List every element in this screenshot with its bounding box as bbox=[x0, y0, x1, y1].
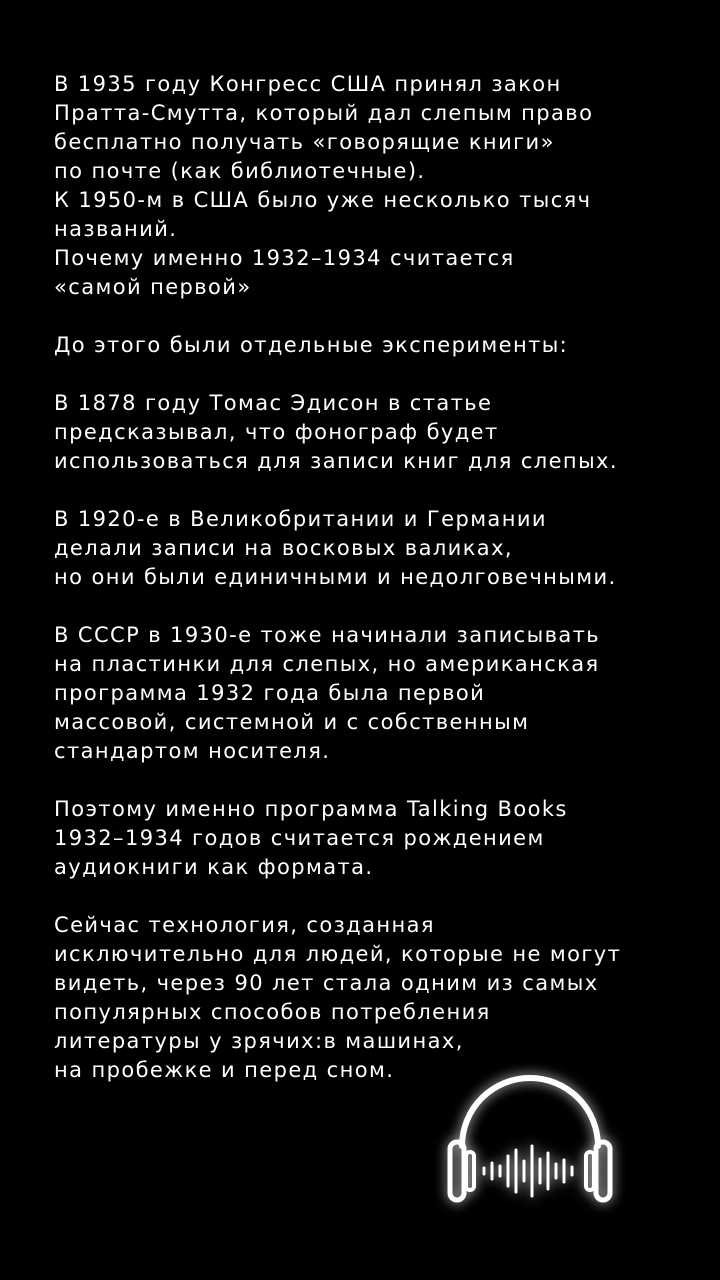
text-line: видеть, через 90 лет стала одним из самых bbox=[54, 971, 599, 995]
headphones-soundwave-icon-graphic bbox=[440, 1064, 620, 1214]
text-line: популярных способов потребления bbox=[54, 1000, 491, 1024]
text-line: предсказывал, что фонограф будет bbox=[54, 420, 499, 444]
text-line: аудиокниги как формата. bbox=[54, 855, 374, 879]
text-line: Сейчас технология, созданная bbox=[54, 913, 435, 937]
text-line: До этого были отдельные эксперименты: bbox=[54, 333, 569, 357]
text-line: стандартом носителя. bbox=[54, 739, 331, 763]
text-line: по почте (как библиотечные). bbox=[54, 159, 426, 183]
headphones-soundwave-icon bbox=[440, 1064, 620, 1214]
text-line: использоваться для записи книг для слепых. bbox=[54, 449, 618, 473]
text-line: В 1935 году Конгресс США принял закон bbox=[54, 72, 562, 96]
text-line: Пратта-Смутта, который дал слепым право bbox=[54, 101, 594, 125]
text-line: делали записи на восковых валиках, bbox=[54, 536, 513, 560]
text-line: литературы у зрячих:в машинах, bbox=[54, 1029, 464, 1053]
text-line: В 1878 году Томас Эдисон в статье bbox=[54, 391, 493, 415]
paragraph-4 bbox=[54, 505, 694, 592]
text-line: программа 1932 года была первой bbox=[54, 681, 486, 705]
text-line: Поэтому именно программа Talking Books bbox=[54, 797, 568, 821]
paragraph-5 bbox=[54, 621, 694, 766]
text-line: названий. bbox=[54, 217, 178, 241]
text-line: исключительно для людей, которые не могут bbox=[54, 942, 622, 966]
paragraph-6 bbox=[54, 795, 694, 882]
text-line: Почему именно 1932–1934 считается bbox=[54, 246, 515, 270]
text-line: на пробежке и перед сном. bbox=[54, 1058, 395, 1082]
story-text bbox=[54, 70, 694, 1114]
text-line: на пластинки для слепых, но американская bbox=[54, 652, 600, 676]
text-line: В СССР в 1930-е тоже начинали записывать bbox=[54, 623, 601, 647]
paragraph-3 bbox=[54, 389, 694, 476]
text-line: К 1950-м в США было уже несколько тысяч bbox=[54, 188, 592, 212]
text-line: В 1920-е в Великобритании и Германии bbox=[54, 507, 547, 531]
text-line: но они были единичными и недолговечными. bbox=[54, 565, 617, 589]
paragraph-2 bbox=[54, 331, 694, 360]
paragraph-1 bbox=[54, 70, 694, 302]
text-line: 1932–1934 годов считается рождением bbox=[54, 826, 545, 850]
text-line: бесплатно получать «говорящие книги» bbox=[54, 130, 555, 154]
text-line: «самой первой» bbox=[54, 275, 252, 299]
paragraph-7 bbox=[54, 911, 694, 1085]
text-line: массовой, системной и с собственным bbox=[54, 710, 530, 734]
